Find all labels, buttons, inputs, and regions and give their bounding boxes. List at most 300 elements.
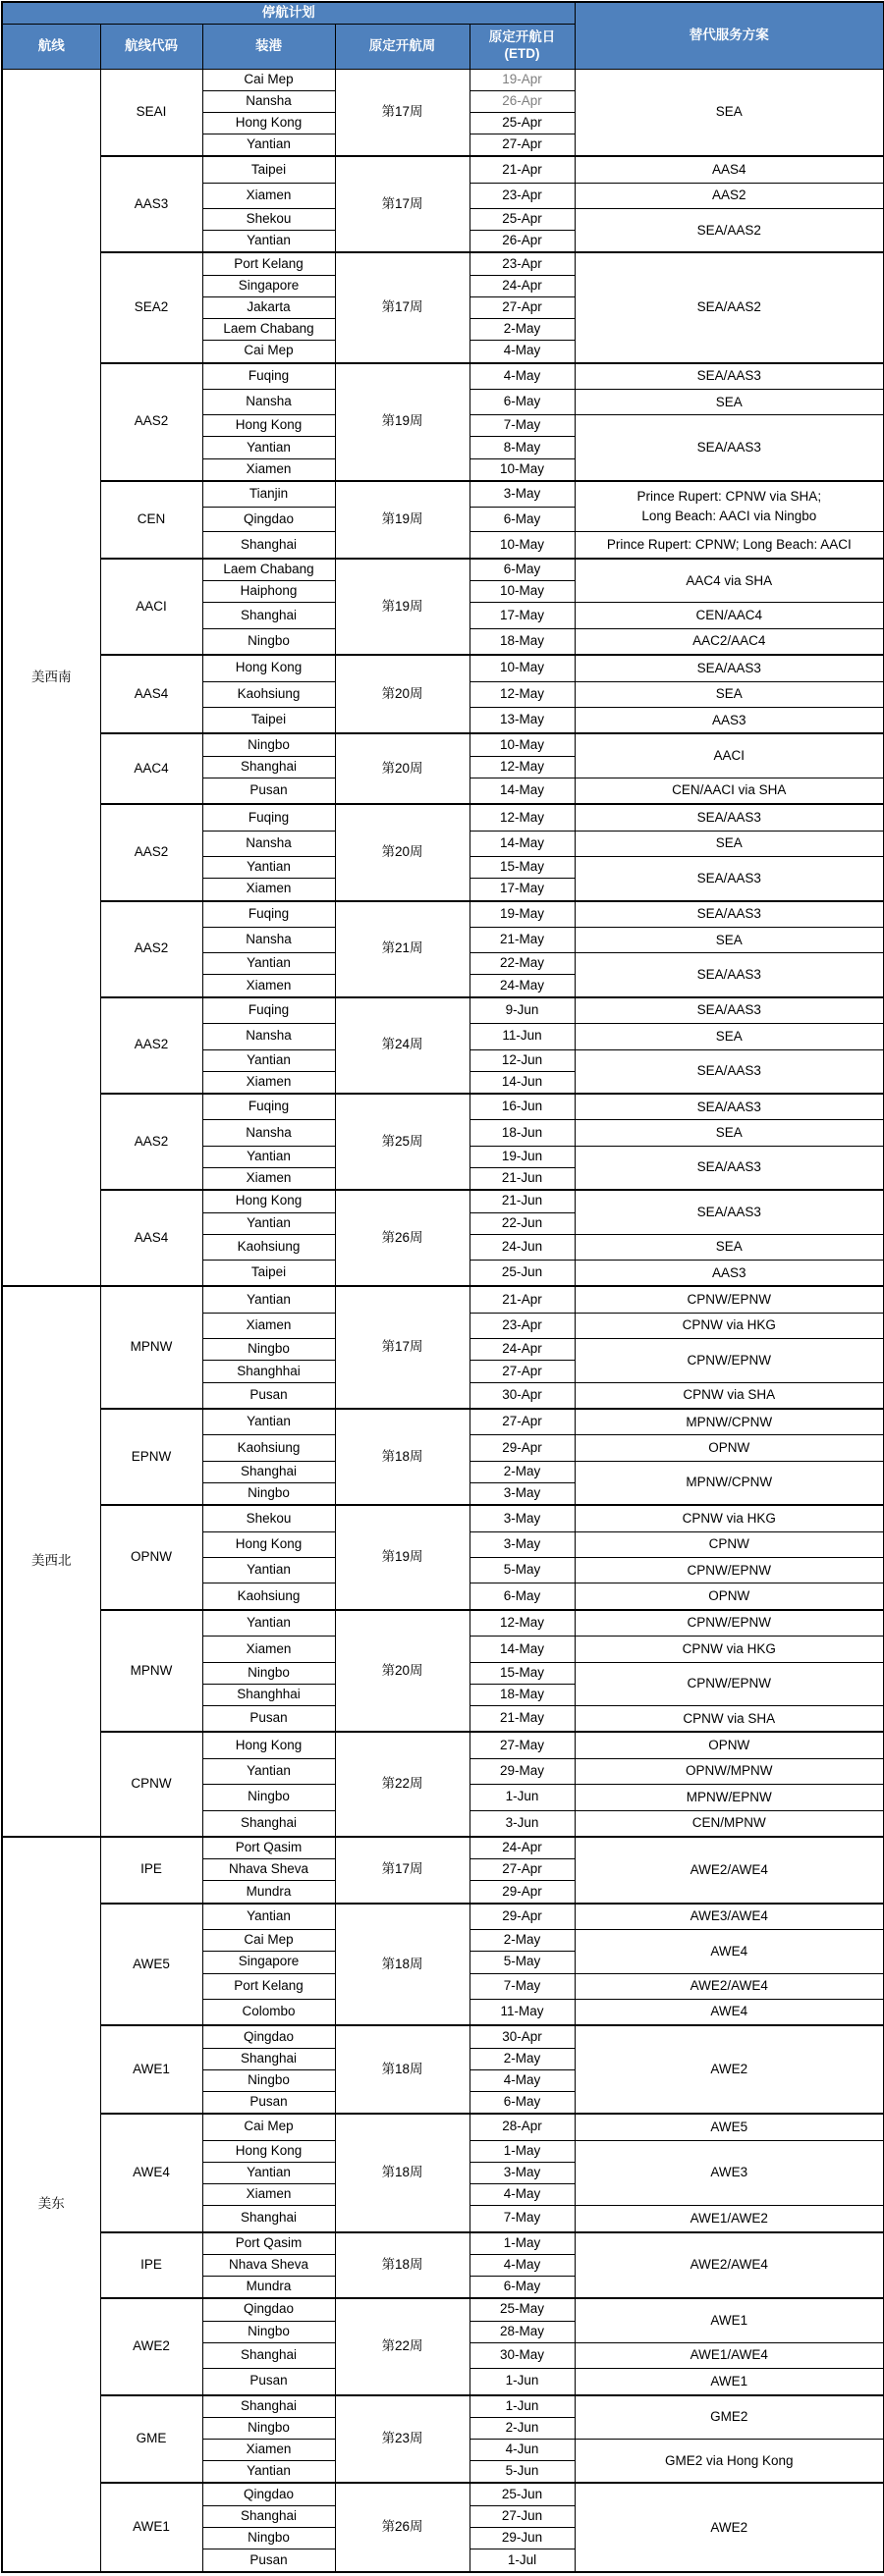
port-name: Ningbo	[202, 1482, 335, 1505]
port-name: Shanghai	[202, 532, 335, 559]
port-name: Shanghai	[202, 756, 335, 778]
port-name: Ningbo	[202, 2527, 335, 2549]
etd-date: 1-Jun	[470, 2369, 575, 2395]
port-name: Mundra	[202, 1881, 335, 1904]
etd-date: 29-Apr	[470, 1435, 575, 1461]
port-name: Xiamen	[202, 1071, 335, 1094]
port-name: Nhava Sheva	[202, 1859, 335, 1881]
route-code: CPNW	[100, 1732, 202, 1837]
port-name: Jakarta	[202, 296, 335, 318]
etd-date: 30-Apr	[470, 2025, 575, 2048]
port-name: Port Qasim	[202, 1837, 335, 1859]
port-name: Shekou	[202, 209, 335, 231]
port-name: Shekou	[202, 1505, 335, 1531]
etd-date: 15-May	[470, 857, 575, 879]
alt-service-line: Prince Rupert: CPNW via SHA;	[636, 488, 822, 504]
port-name: Cai Mep	[202, 69, 335, 90]
port-name: Xiamen	[202, 2439, 335, 2460]
port-name: Fuqing	[202, 1094, 335, 1120]
etd-date: 12-Jun	[470, 1049, 575, 1071]
alt-service: AAS4	[575, 156, 884, 183]
etd-date: 10-May	[470, 655, 575, 681]
etd-date: 24-Apr	[470, 1837, 575, 1859]
etd-date: 2-May	[470, 1461, 575, 1482]
port-name: Port Qasim	[202, 2232, 335, 2255]
alt-service: SEA	[575, 1120, 884, 1146]
port-name: Pusan	[202, 2369, 335, 2395]
port-name: Yantian	[202, 1610, 335, 1637]
etd-date: 29-Apr	[470, 1881, 575, 1904]
etd-date: 26-Apr	[470, 231, 575, 253]
route-code: MPNW	[100, 1286, 202, 1409]
etd-date: 16-Jun	[470, 1094, 575, 1120]
alt-service: Prince Rupert: CPNW; Long Beach: AACI	[575, 532, 884, 559]
port-name: Shanghai	[202, 2395, 335, 2418]
etd-date: 27-Apr	[470, 1409, 575, 1435]
port-name: Ningbo	[202, 1785, 335, 1810]
port-name: Yantian	[202, 1758, 335, 1784]
port-name: Pusan	[202, 1705, 335, 1732]
alt-service: AAS2	[575, 183, 884, 208]
route-code: SEAI	[100, 69, 202, 156]
port-name: Hong Kong	[202, 2140, 335, 2162]
port-name: Hong Kong	[202, 112, 335, 134]
etd-date: 28-Apr	[470, 2114, 575, 2140]
port-name: Cai Mep	[202, 2114, 335, 2140]
alt-service: GME2	[575, 2395, 884, 2440]
port-name: Yantian	[202, 2461, 335, 2484]
port-name: Xiamen	[202, 1637, 335, 1662]
port-name: Yantian	[202, 2162, 335, 2183]
port-name: Yantian	[202, 1409, 335, 1435]
alt-service: CPNW via SHA	[575, 1382, 884, 1409]
alt-service: MPNW/CPNW	[575, 1461, 884, 1505]
port-name: Pusan	[202, 2091, 335, 2114]
week-label: 第17周	[335, 1837, 470, 1904]
etd-date: 19-Apr	[470, 69, 575, 90]
alt-service: SEA/AAS3	[575, 1094, 884, 1120]
alt-service: SEA	[575, 681, 884, 707]
etd-date: 29-Apr	[470, 1904, 575, 1930]
alt-service: CPNW via SHA	[575, 1705, 884, 1732]
etd-date: 3-Jun	[470, 1810, 575, 1837]
route-code: AWE4	[100, 2114, 202, 2231]
etd-date: 4-May	[470, 2254, 575, 2276]
port-name: Ningbo	[202, 733, 335, 756]
etd-date: 4-May	[470, 2183, 575, 2205]
etd-date: 4-May	[470, 2069, 575, 2091]
route-code: AWE2	[100, 2298, 202, 2394]
etd-date: 30-Apr	[470, 1382, 575, 1409]
week-label: 第22周	[335, 1732, 470, 1837]
alt-service: SEA	[575, 69, 884, 156]
week-label: 第20周	[335, 655, 470, 733]
port-name: Mundra	[202, 2276, 335, 2298]
alt-service: SEA/AAS3	[575, 901, 884, 928]
etd-date: 2-May	[470, 319, 575, 341]
etd-date: 29-May	[470, 1758, 575, 1784]
port-name: Qingdao	[202, 2483, 335, 2505]
etd-date: 12-May	[470, 1610, 575, 1637]
alt-service: AAC2/AAC4	[575, 628, 884, 655]
port-name: Shanghai	[202, 2048, 335, 2069]
etd-date: 4-Jun	[470, 2439, 575, 2460]
port-name: Xiamen	[202, 879, 335, 901]
etd-date: 6-May	[470, 559, 575, 581]
alt-service: AWE3/AWE4	[575, 1904, 884, 1930]
port-name: Xiamen	[202, 1313, 335, 1338]
region-label: 美西北	[2, 1286, 100, 1837]
port-name: Kaohsiung	[202, 1435, 335, 1461]
port-name: Taipei	[202, 707, 335, 733]
week-label: 第19周	[335, 1505, 470, 1610]
port-name: Hong Kong	[202, 1732, 335, 1758]
port-name: Port Kelang	[202, 252, 335, 275]
etd-date: 6-May	[470, 1583, 575, 1610]
alt-service	[575, 481, 884, 532]
port-name: Pusan	[202, 2549, 335, 2572]
port-name: Yantian	[202, 1286, 335, 1313]
port-name: Yantian	[202, 134, 335, 156]
etd-date: 1-May	[470, 2232, 575, 2255]
etd-date: 24-Jun	[470, 1234, 575, 1260]
port-name: Shanghai	[202, 2505, 335, 2527]
alt-service: AACI	[575, 733, 884, 778]
route-code: AWE5	[100, 1904, 202, 2026]
port-name: Cai Mep	[202, 1930, 335, 1952]
port-name: Shanghai	[202, 2206, 335, 2232]
alt-service: AWE2/AWE4	[575, 2232, 884, 2299]
etd-date: 27-Apr	[470, 1361, 575, 1382]
week-label: 第18周	[335, 2025, 470, 2114]
alt-service: CPNW via HKG	[575, 1637, 884, 1662]
week-label: 第17周	[335, 1286, 470, 1409]
port-name: Nansha	[202, 389, 335, 414]
alt-service: CPNW/EPNW	[575, 1558, 884, 1583]
alt-service: SEA/AAS3	[575, 655, 884, 681]
alt-service: OPNW/MPNW	[575, 1758, 884, 1784]
week-label: 第20周	[335, 804, 470, 900]
route-code: OPNW	[100, 1505, 202, 1610]
week-label: 第18周	[335, 2232, 470, 2299]
port-name: Ningbo	[202, 2069, 335, 2091]
port-name: Nansha	[202, 1120, 335, 1146]
alt-service: SEA/AAS3	[575, 1146, 884, 1190]
etd-date: 21-Apr	[470, 156, 575, 183]
port-name: Fuqing	[202, 997, 335, 1024]
etd-date: 27-Apr	[470, 134, 575, 156]
etd-date: 25-Jun	[470, 2483, 575, 2505]
alt-service: AWE4	[575, 1930, 884, 1973]
port-name: Yantian	[202, 1212, 335, 1234]
route-code: EPNW	[100, 1409, 202, 1505]
route-code: MPNW	[100, 1610, 202, 1733]
route-code: AAS2	[100, 901, 202, 997]
etd-date: 14-May	[470, 778, 575, 804]
port-name: Colombo	[202, 1999, 335, 2025]
port-name: Hong Kong	[202, 1190, 335, 1212]
alt-service: CPNW/EPNW	[575, 1610, 884, 1637]
etd-date: 3-May	[470, 1482, 575, 1505]
etd-date: 2-May	[470, 1930, 575, 1952]
alt-service: SEA	[575, 831, 884, 856]
alt-service: MPNW/EPNW	[575, 1785, 884, 1810]
etd-date: 24-Apr	[470, 1339, 575, 1361]
alt-service: OPNW	[575, 1435, 884, 1461]
etd-date: 4-May	[470, 341, 575, 363]
route-code: AAS2	[100, 1094, 202, 1190]
alt-service: CPNW	[575, 1531, 884, 1557]
route-code: CEN	[100, 481, 202, 559]
etd-date: 23-Apr	[470, 1313, 575, 1338]
port-name: Shanghai	[202, 603, 335, 628]
alt-service: SEA/AAS3	[575, 997, 884, 1024]
etd-date: 6-May	[470, 2276, 575, 2298]
port-name: Xiamen	[202, 2183, 335, 2205]
route-code: GME	[100, 2395, 202, 2484]
week-label: 第18周	[335, 2114, 470, 2231]
etd-column-header-line2: (ETD)	[504, 46, 540, 61]
etd-date: 25-Jun	[470, 1261, 575, 1287]
port-name: Kaohsiung	[202, 1583, 335, 1610]
etd-date: 29-Jun	[470, 2527, 575, 2549]
etd-date: 3-May	[470, 481, 575, 507]
etd-date: 1-Jun	[470, 1785, 575, 1810]
etd-date: 24-Apr	[470, 275, 575, 296]
port-name: Shanghhai	[202, 1361, 335, 1382]
port-name: Shanghai	[202, 1810, 335, 1837]
etd-date: 30-May	[470, 2342, 575, 2368]
port-name: Pusan	[202, 778, 335, 804]
week-label: 第23周	[335, 2395, 470, 2484]
port-name: Ningbo	[202, 2321, 335, 2342]
port-name: Shanghhai	[202, 1684, 335, 1705]
etd-date: 2-May	[470, 2048, 575, 2069]
port-name: Ningbo	[202, 1339, 335, 1361]
port-name: Cai Mep	[202, 341, 335, 363]
etd-date: 19-May	[470, 901, 575, 928]
etd-date: 18-May	[470, 1684, 575, 1705]
port-name: Singapore	[202, 1952, 335, 1973]
port-name: Port Kelang	[202, 1973, 335, 1999]
alt-service: SEA	[575, 927, 884, 952]
port-name: Taipei	[202, 1261, 335, 1287]
etd-date: 12-May	[470, 681, 575, 707]
week-label: 第24周	[335, 997, 470, 1094]
alt-service: SEA/AAS3	[575, 804, 884, 831]
alt-service: AWE1/AWE2	[575, 2206, 884, 2232]
alt-service: CPNW/EPNW	[575, 1286, 884, 1313]
week-label: 第26周	[335, 2483, 470, 2572]
port-name: Nansha	[202, 927, 335, 952]
etd-date: 1-Jul	[470, 2549, 575, 2572]
alt-service: OPNW	[575, 1583, 884, 1610]
alt-service: SEA	[575, 1024, 884, 1049]
etd-date: 11-May	[470, 1999, 575, 2025]
route-code: AACI	[100, 559, 202, 655]
port-name: Shanghai	[202, 1461, 335, 1482]
etd-date: 3-May	[470, 1505, 575, 1531]
port-name: Yantian	[202, 437, 335, 458]
etd-date: 10-May	[470, 733, 575, 756]
etd-date: 3-May	[470, 2162, 575, 2183]
week-label: 第19周	[335, 363, 470, 481]
alt-service: AWE5	[575, 2114, 884, 2140]
port-name: Shanghai	[202, 2342, 335, 2368]
etd-date: 8-May	[470, 437, 575, 458]
region-label: 美东	[2, 1837, 100, 2572]
etd-date: 23-Apr	[470, 252, 575, 275]
alt-service: AWE3	[575, 2140, 884, 2205]
etd-column-header	[470, 24, 575, 69]
etd-date: 1-Jun	[470, 2395, 575, 2418]
port-name: Xiamen	[202, 458, 335, 481]
etd-date: 11-Jun	[470, 1024, 575, 1049]
alt-service: AWE2	[575, 2483, 884, 2572]
route-code: IPE	[100, 2232, 202, 2299]
port-name: Yantian	[202, 1049, 335, 1071]
etd-date: 4-May	[470, 363, 575, 390]
port-name: Xiamen	[202, 975, 335, 997]
port-name: Fuqing	[202, 804, 335, 831]
etd-date: 14-May	[470, 1637, 575, 1662]
etd-date: 21-Jun	[470, 1167, 575, 1190]
route-code: AAS3	[100, 156, 202, 252]
etd-date: 19-Jun	[470, 1146, 575, 1167]
alt-service: SEA/AAS3	[575, 1049, 884, 1094]
port-name: Kaohsiung	[202, 681, 335, 707]
etd-date: 6-May	[470, 2091, 575, 2114]
week-label: 第25周	[335, 1094, 470, 1190]
port-name: Yantian	[202, 1146, 335, 1167]
port-name: Yantian	[202, 857, 335, 879]
port-name: Hong Kong	[202, 415, 335, 437]
alt-service: SEA/AAS3	[575, 1190, 884, 1234]
blank-sailing-table	[1, 1, 884, 2573]
port-name: Fuqing	[202, 363, 335, 390]
alt-service: CPNW via HKG	[575, 1313, 884, 1338]
etd-date: 6-May	[470, 507, 575, 532]
port-name: Yantian	[202, 1558, 335, 1583]
port-name: Hong Kong	[202, 1531, 335, 1557]
alt-service: CEN/AACI via SHA	[575, 778, 884, 804]
alt-service: SEA/AAS3	[575, 415, 884, 481]
alt-service: AAS3	[575, 707, 884, 733]
etd-date: 21-May	[470, 927, 575, 952]
route-code: AAS4	[100, 655, 202, 733]
port-name: Nansha	[202, 831, 335, 856]
route-code: IPE	[100, 1837, 202, 1904]
alt-service: SEA/AAS2	[575, 209, 884, 253]
port-name: Qingdao	[202, 507, 335, 532]
alt-service: CEN/MPNW	[575, 1810, 884, 1837]
port-name: Yantian	[202, 953, 335, 975]
port-name: Laem Chabang	[202, 559, 335, 581]
etd-date: 6-May	[470, 389, 575, 414]
alt-service: SEA/AAS3	[575, 953, 884, 997]
alt-service: SEA	[575, 389, 884, 414]
alt-service: AAS3	[575, 1261, 884, 1287]
etd-date: 18-May	[470, 628, 575, 655]
week-column-header: 原定开航周	[335, 24, 470, 69]
alt-service: MPNW/CPNW	[575, 1409, 884, 1435]
etd-date: 13-May	[470, 707, 575, 733]
route-code-column-header: 航线代码	[100, 24, 202, 69]
week-label: 第18周	[335, 1904, 470, 2026]
etd-date: 15-May	[470, 1662, 575, 1684]
route-column-header: 航线	[2, 24, 100, 69]
etd-date: 5-May	[470, 1952, 575, 1973]
etd-date: 10-May	[470, 581, 575, 603]
etd-date: 14-Jun	[470, 1071, 575, 1094]
etd-date: 22-Jun	[470, 1212, 575, 1234]
week-label: 第26周	[335, 1190, 470, 1286]
etd-date: 27-Apr	[470, 1859, 575, 1881]
week-label: 第17周	[335, 69, 470, 156]
port-name: Yantian	[202, 1904, 335, 1930]
week-label: 第17周	[335, 252, 470, 362]
port-name: Hong Kong	[202, 655, 335, 681]
port-name: Fuqing	[202, 901, 335, 928]
etd-date: 23-Apr	[470, 183, 575, 208]
port-column-header: 装港	[202, 24, 335, 69]
alt-service: SEA/AAS2	[575, 252, 884, 362]
alt-service: SEA/AAS3	[575, 363, 884, 390]
etd-date: 25-Apr	[470, 112, 575, 134]
route-code: AAS2	[100, 997, 202, 1094]
week-label: 第19周	[335, 481, 470, 559]
port-name: Ningbo	[202, 628, 335, 655]
etd-date: 21-May	[470, 1705, 575, 1732]
week-label: 第20周	[335, 1610, 470, 1733]
week-label: 第20周	[335, 733, 470, 804]
port-name: Xiamen	[202, 183, 335, 208]
alt-service: AWE4	[575, 1999, 884, 2025]
etd-date: 2-Jun	[470, 2417, 575, 2439]
week-label: 第18周	[335, 1409, 470, 1505]
alt-service: AAC4 via SHA	[575, 559, 884, 603]
alt-service: AWE2/AWE4	[575, 1837, 884, 1904]
alt-service: OPNW	[575, 1732, 884, 1758]
table-header	[2, 2, 884, 69]
etd-date: 25-Apr	[470, 209, 575, 231]
alt-service: SEA/AAS3	[575, 857, 884, 901]
route-code: SEA2	[100, 252, 202, 362]
etd-date: 28-May	[470, 2321, 575, 2342]
route-code: AAS2	[100, 363, 202, 481]
port-name: Taipei	[202, 156, 335, 183]
port-name: Nansha	[202, 90, 335, 112]
alt-service: CPNW/EPNW	[575, 1339, 884, 1382]
route-code: AWE1	[100, 2025, 202, 2114]
etd-date: 12-May	[470, 756, 575, 778]
etd-date: 7-May	[470, 2206, 575, 2232]
port-name: Singapore	[202, 275, 335, 296]
etd-date: 21-Jun	[470, 1190, 575, 1212]
alt-service: AWE1/AWE4	[575, 2342, 884, 2368]
port-name: Nhava Sheva	[202, 2254, 335, 2276]
etd-date: 18-Jun	[470, 1120, 575, 1146]
region-label: 美西南	[2, 69, 100, 1286]
alt-service: CPNW via HKG	[575, 1505, 884, 1531]
port-name: Ningbo	[202, 2417, 335, 2439]
alt-service: AWE1	[575, 2298, 884, 2342]
week-label: 第22周	[335, 2298, 470, 2394]
port-name: Laem Chabang	[202, 319, 335, 341]
etd-date: 27-May	[470, 1732, 575, 1758]
alt-service: CEN/AAC4	[575, 603, 884, 628]
route-code: AAS2	[100, 804, 202, 900]
